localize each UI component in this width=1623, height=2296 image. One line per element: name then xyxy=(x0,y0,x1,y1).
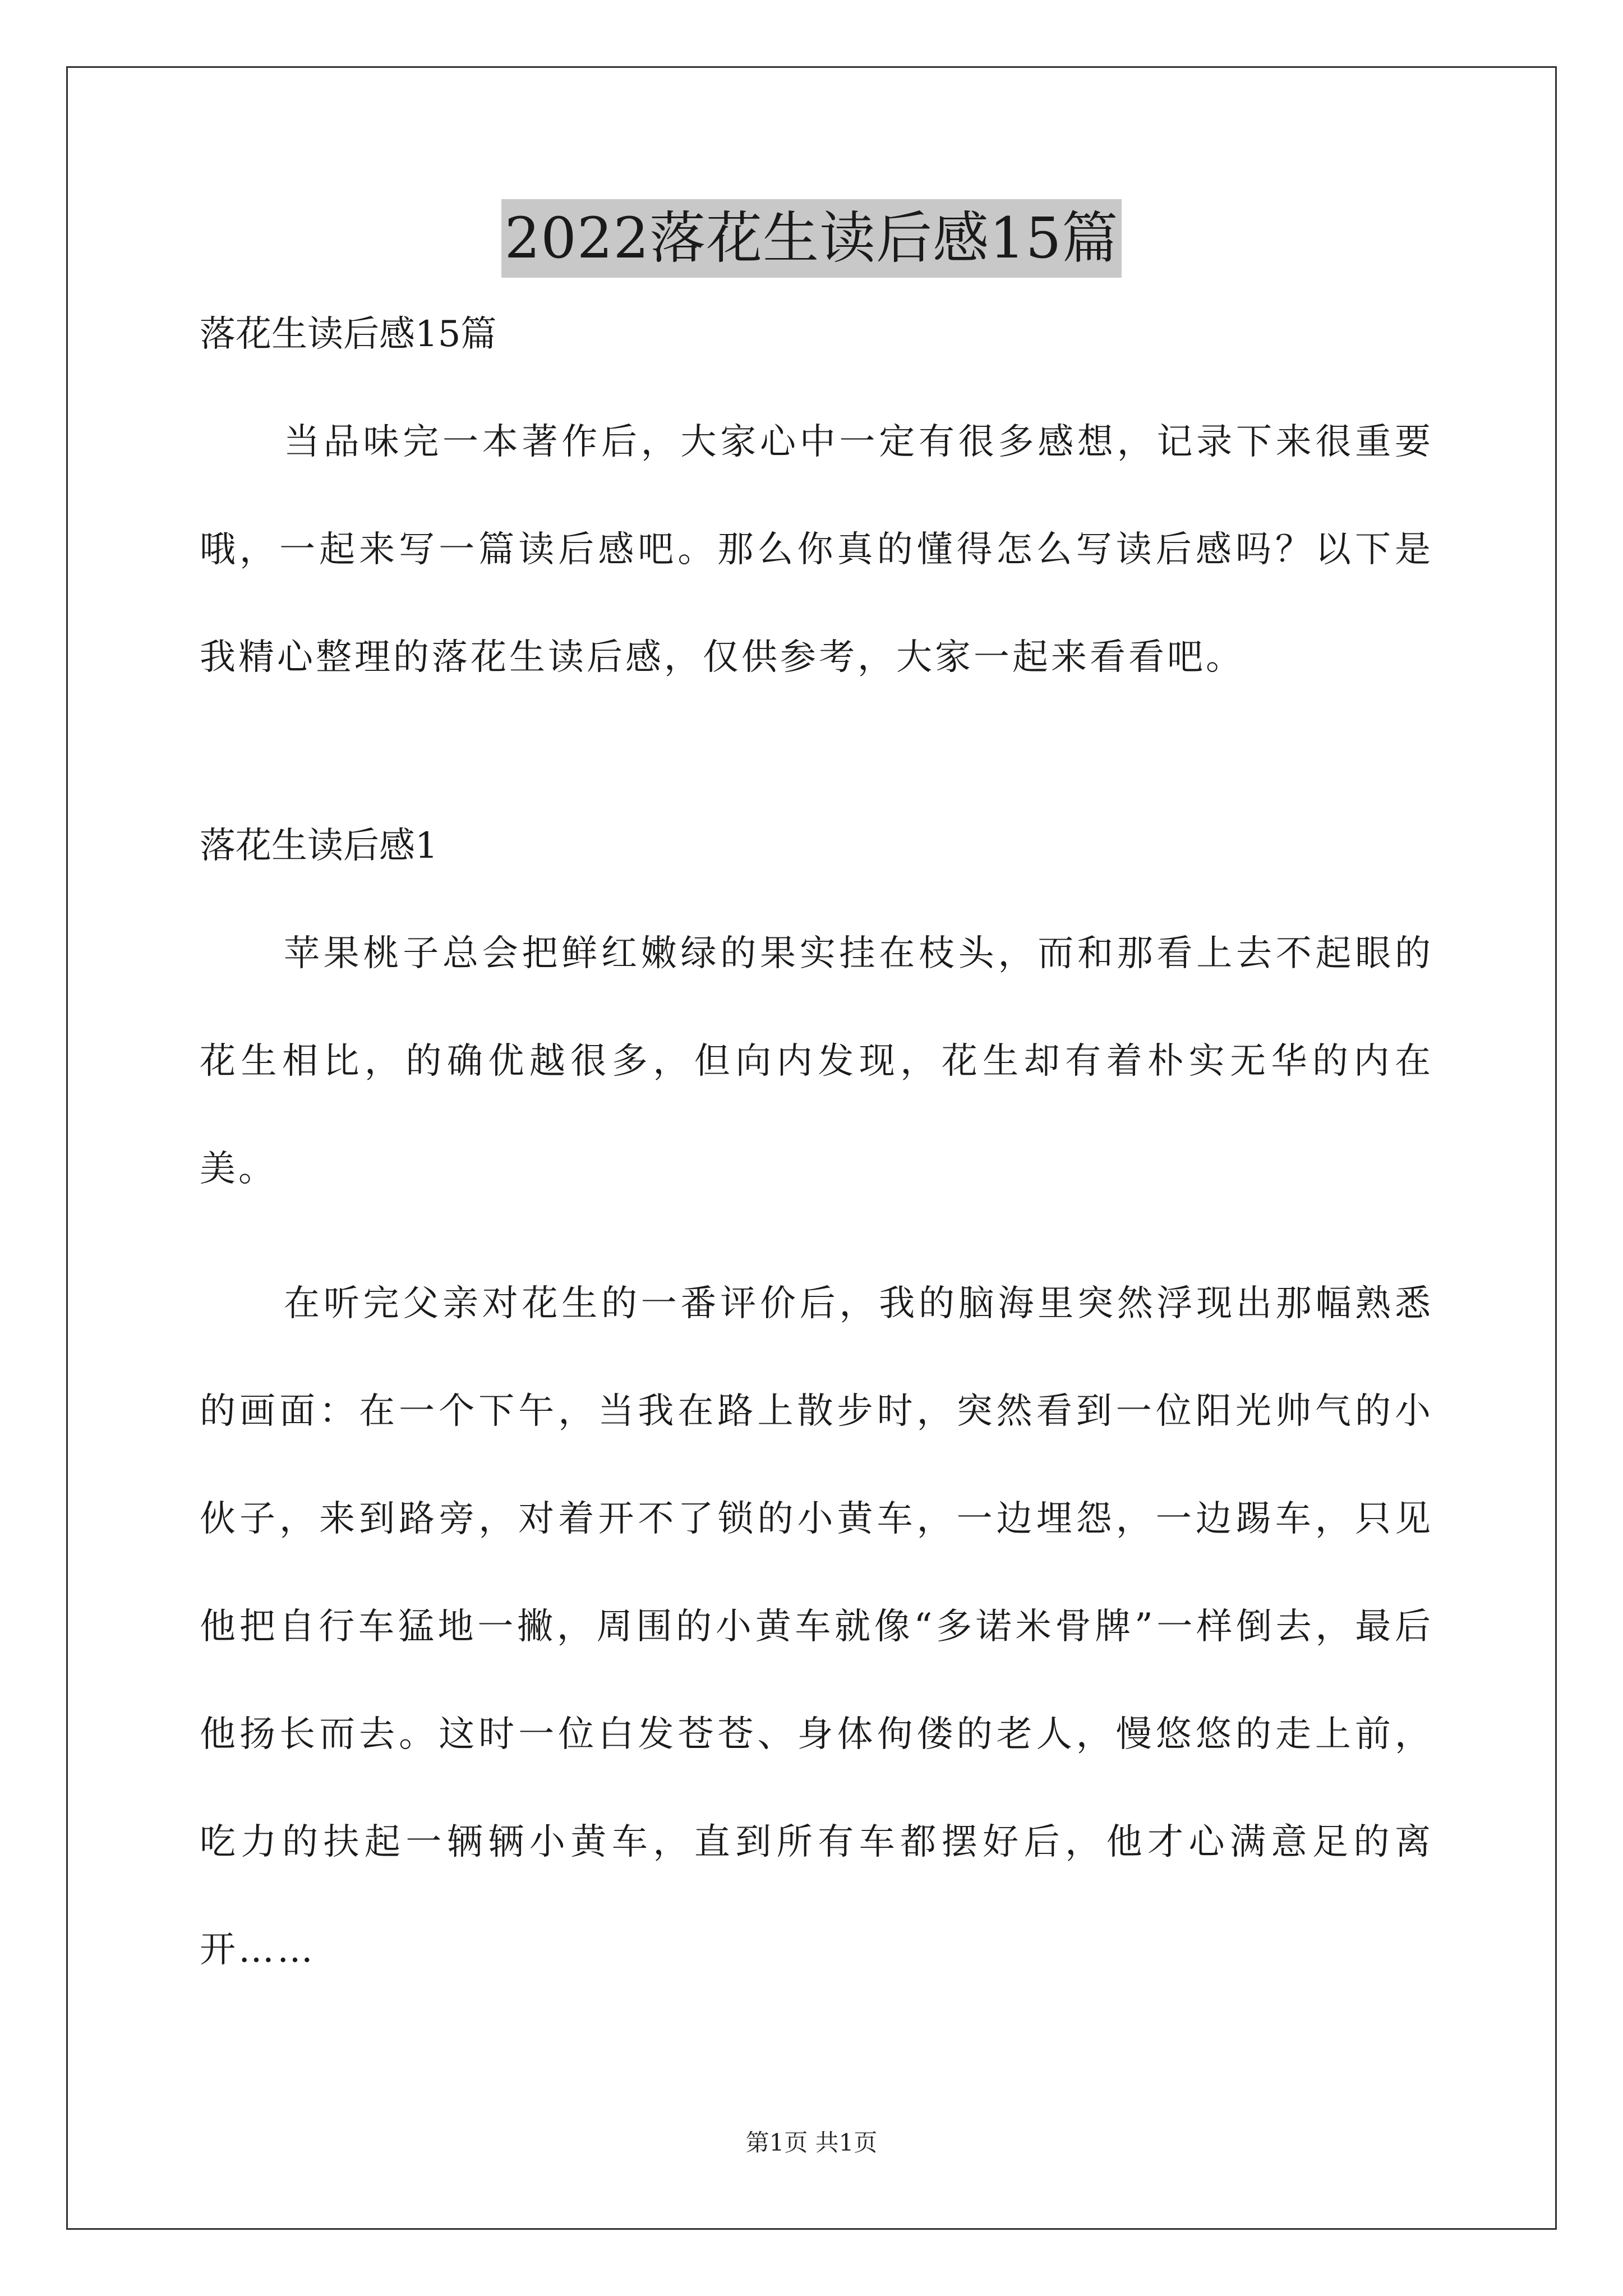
page-footer: 第1页 共1页 xyxy=(745,2129,878,2156)
subtitle: 落花生读后感15篇 xyxy=(200,314,497,355)
body-paragraph: 苹果桃子总会把鲜红嫩绿的果实挂在枝头，而和那看上去不起眼的花生相比，的确优越很多，但向内发现，花生却有着朴实无华的内在美。 xyxy=(200,933,1433,1190)
body-paragraph: 在听完父亲对花生的一番评价后，我的脑海里突然浮现出那幅熟悉的画面：在一个下午，当我在路上散步时，突然看到一位阳光帅气的小伙子，来到路旁，对着开不了锁的小黄车，一边埋怨，一边踢车，只见他把自行车猛地一撇，周围的小黄车就像“多诺米骨牌”一样倒去，最后他扬长而去。这时一位白发苍苍、身体佝偻的老人，慢悠悠的走上前，吃力的扶起一辆辆小黄车，直到所有车都摆好后，他才心满意足的离开…… xyxy=(200,1283,1433,1971)
section-heading: 落花生读后感1 xyxy=(200,825,438,867)
title-container xyxy=(0,199,1623,278)
intro-paragraph: 当品味完一本著作后，大家心中一定有很多感想，记录下来很重要哦，一起来写一篇读后感吧。那么你真的懂得怎么写读后感吗？以下是我精心整理的落花生读后感，仅供参考，大家一起来看看吧。 xyxy=(200,421,1433,678)
document-title: 2022落花生读后感15篇 xyxy=(501,199,1122,278)
document-body xyxy=(200,307,1433,2058)
